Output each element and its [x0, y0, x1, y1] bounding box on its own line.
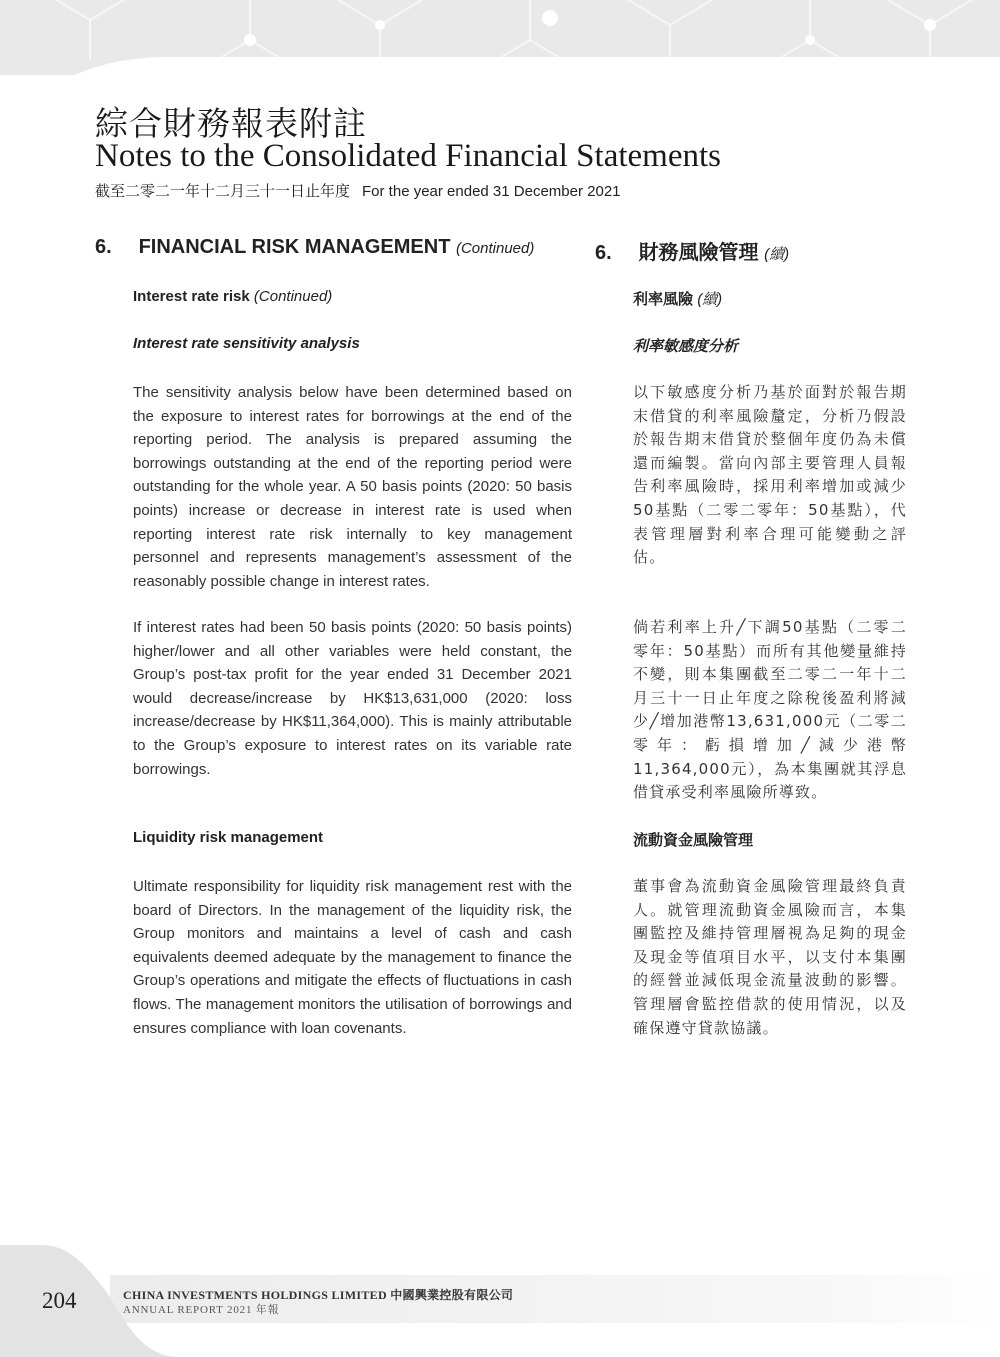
sensitivity-paragraph-chinese: 以下敏感度分析乃基於面對於報告期末借貸的利率風險釐定，分析乃假設於報告期末借貸於整個年度仍為未償還而編製。當向內部主要管理人員報告利率風險時，採用利率增加或減少50基點（二零二零年：50基點），代表管理層對利率合理可能變動之評估。: [633, 383, 907, 567]
section-number-chinese: 6.: [595, 242, 612, 264]
interest-impact-paragraph-chinese: 倘若利率上升╱下調50基點（二零二零年：50基點）而所有其他變量維持不變，則本集團截至二零二一年十二月三十一日止年度之除稅後盈利將減少╱增加港幣13,631,000元（二零二零年：虧損增加╱減少港幣11,364,000元），為本集團就其浮息借貸承受利率風險所導致。: [633, 618, 907, 802]
interest-rate-risk-continued: (Continued): [253, 288, 333, 305]
footer-report-title: ANNUAL REPORT 2021 年報: [123, 1304, 280, 1316]
section-title-chinese: 財務風險管理: [638, 242, 759, 264]
section-continued-chinese: (續): [764, 246, 790, 263]
period-subtitle-english: For the year ended 31 December 2021: [362, 183, 621, 200]
sensitivity-analysis-heading-chinese: 利率敏感度分析: [633, 338, 739, 355]
section-heading-english: [95, 236, 575, 266]
page-title-english: Notes to the Consolidated Financial Statements: [95, 138, 721, 174]
liquidity-risk-heading: Liquidity risk management: [133, 829, 324, 846]
liquidity-paragraph: Ultimate responsibility for liquidity risk management rest with the board of Directors. In the management of the liquidity risk, the Group monitors and maintains a level of cash and cash equivalents deemed adequate by the management to finance the Group’s operations and mitigate the effects of fluctuations in cash flows. The management monitors the utilisation of borrowings and ensures compliance with loan covenants.: [133, 878, 572, 1037]
sensitivity-paragraph: The sensitivity analysis below have been determined based on the exposure to interest rates for borrowings at the end of the reporting period. The analysis is prepared assuming the borrowings outstanding at the end of the reporting period were outstanding for the whole year. A 50 basis points (2020: 50 basis points) increase or decrease in interest rate is used when reporting interest rate risk internally to key management personnel and represents management’s assessment of the reasonably possible change in interest rates.: [133, 384, 572, 590]
section-number: 6.: [95, 236, 112, 258]
interest-rate-risk-label: Interest rate risk: [133, 288, 250, 305]
section-heading-chinese: [595, 236, 907, 266]
section-continued: (Continued): [455, 240, 535, 257]
section-title: FINANCIAL RISK MANAGEMENT: [138, 236, 451, 258]
interest-impact-paragraph: If interest rates had been 50 basis points (2020: 50 basis points) higher/lower and all other variables were held constant, the Group’s post-tax profit for the year ended 31 December 2021 would decrease/increase by HK$13,631,000 (2020: loss increase/decrease by HK$11,364,000). This is mainly attributable to the Group’s exposure to interest rates on its variable rate borrowings.: [133, 619, 572, 778]
sensitivity-analysis-heading: Interest rate sensitivity analysis: [133, 335, 360, 352]
page-title-chinese: 綜合財務報表附註: [95, 104, 367, 143]
english-column: [95, 236, 575, 1037]
liquidity-paragraph-chinese: 董事會為流動資金風險管理最終負責人。就管理流動資金風險而言，本集團監控及維持管理層視為足夠的現金及現金等值項目水平，以支付本集團的經營並減低現金流量波動的影響。管理層會監控借款的使用情況，以及確保遵守貸款協議。: [633, 877, 907, 1037]
interest-rate-risk-heading: [133, 288, 572, 305]
page-number: 204: [42, 1288, 77, 1313]
chinese-column: [595, 236, 907, 1037]
interest-rate-risk-heading-chinese: [633, 288, 907, 309]
interest-rate-risk-label-chinese: 利率風險: [633, 291, 694, 308]
period-subtitle-chinese: 截至二零二一年十二月三十一日止年度: [95, 183, 351, 200]
liquidity-risk-heading-chinese: 流動資金風險管理: [633, 832, 754, 849]
interest-rate-risk-continued-chinese: (續): [697, 291, 723, 308]
period-subtitle: [95, 180, 621, 201]
footer-company-name: CHINA INVESTMENTS HOLDINGS LIMITED 中國興業控股有限公司: [123, 1288, 514, 1302]
